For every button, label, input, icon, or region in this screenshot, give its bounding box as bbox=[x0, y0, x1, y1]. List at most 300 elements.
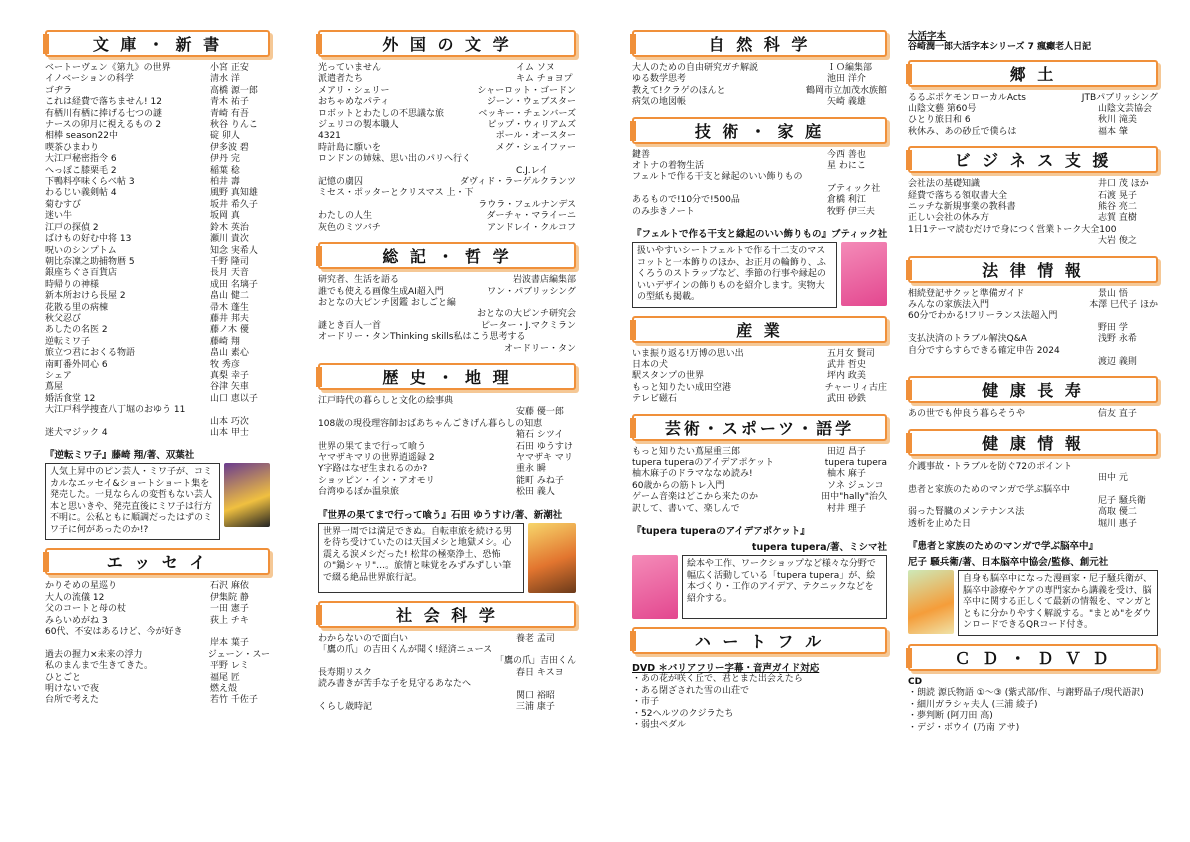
book-author bbox=[210, 627, 270, 638]
book-title: 時帰りの神様 bbox=[45, 279, 100, 290]
list-item bbox=[45, 337, 270, 348]
book-title: 迷い牛 bbox=[45, 211, 73, 222]
book-title: 江戸時代の暮らしと文化の絵事典 bbox=[318, 395, 454, 406]
book-author bbox=[516, 396, 576, 407]
list-item bbox=[45, 348, 270, 359]
book-title: 教えて!クラゲのほんと bbox=[632, 85, 726, 96]
list-item bbox=[45, 650, 270, 661]
list-item bbox=[632, 458, 887, 469]
book-author: 田中 元 bbox=[1098, 473, 1128, 484]
book-author bbox=[210, 405, 270, 416]
book-author: 長月 天音 bbox=[210, 268, 249, 279]
book-title: 日本の犬 bbox=[632, 359, 669, 370]
book-title bbox=[318, 407, 512, 418]
book-title: わたしの人生 bbox=[318, 211, 373, 222]
book-title: 研究者、生活を語る bbox=[318, 275, 400, 286]
book-title: ヤマザキマリの世界逍遥録 2 bbox=[318, 452, 435, 463]
book-author: 石沢 麻依 bbox=[210, 581, 249, 592]
book-author: 坪内 政美 bbox=[827, 371, 866, 382]
feature-description: 扱いやすいシートフェルトで作る十二支のマスコットと一本飾りのほか、お正月の輪飾り、ふくろうのストラップなど、季節の行事や縁起のいいデザインの飾りものを紹介します。実物大の型紙も掲載。 bbox=[632, 242, 837, 308]
list-item bbox=[632, 447, 887, 458]
book-title: かりそめの星巡り bbox=[45, 581, 118, 592]
book-title: 台湾ゆるぽか温泉旅 bbox=[318, 487, 400, 498]
feature-block bbox=[632, 242, 887, 308]
book-title: ロボットとわたしの不思議な旅 bbox=[318, 108, 445, 119]
list-item bbox=[318, 287, 576, 298]
list-item bbox=[908, 93, 1158, 104]
list-item bbox=[908, 357, 1158, 368]
book-title: ベートーヴェン《第九》の世界 bbox=[45, 63, 171, 73]
book-author: 松田 義人 bbox=[516, 487, 555, 498]
book-author bbox=[516, 154, 576, 165]
list-item bbox=[318, 430, 576, 441]
book-title: 60分でわかる!フリーランス法超入門 bbox=[908, 311, 1058, 322]
list-item bbox=[45, 303, 270, 314]
book-title: 経費で落ちる領収書大全 bbox=[908, 190, 1008, 201]
book-title: 花散る里の病棟 bbox=[45, 302, 109, 313]
section-heading-cd-dvd: Ｃ Ｄ ・ Ｄ Ｖ Ｄ bbox=[908, 644, 1158, 671]
feature-block bbox=[318, 523, 576, 593]
book-title: 誰でも使える画像生成AI超入門 bbox=[318, 286, 444, 297]
book-title bbox=[45, 638, 206, 649]
book-author: 帚木 蓬生 bbox=[210, 302, 249, 313]
book-title: オトナの着物生活 bbox=[632, 161, 705, 172]
list-item bbox=[45, 314, 270, 325]
book-title: 4321 bbox=[318, 131, 341, 142]
book-list-technology-home bbox=[632, 150, 887, 218]
book-author: 池田 洋介 bbox=[827, 74, 866, 85]
book-author: 岩波書店編集部 bbox=[512, 275, 576, 286]
list-item bbox=[318, 298, 576, 309]
section-heading-general-philosophy: 総 記 ・ 哲 学 bbox=[318, 242, 576, 269]
book-author: キム チョヨプ bbox=[516, 74, 573, 85]
book-author: 熊谷 亮二 bbox=[1098, 201, 1137, 212]
book-title: おちゃめなパティ bbox=[318, 97, 390, 108]
list-item bbox=[908, 104, 1158, 115]
book-title: 「鷹の爪」の吉田くんが聞く!経済ニュース bbox=[318, 645, 493, 655]
book-author: tupera tupera bbox=[824, 458, 887, 468]
book-title: もっと知りたい成田空港 bbox=[632, 382, 732, 393]
book-author: 大岩 俊之 bbox=[1098, 236, 1137, 247]
list-item bbox=[908, 409, 1158, 420]
book-title: 患者と家族のためのマンガで学ぶ脳卒中 bbox=[908, 484, 1071, 495]
book-title: おとなの大ピンチ図鑑 おしごと編 bbox=[318, 297, 456, 308]
book-list-arts-sports-language bbox=[632, 447, 887, 515]
book-title: ニッチな新規事業の教科書 bbox=[908, 201, 1016, 212]
section-heading-foreign-literature: 外 国 の 文 学 bbox=[318, 30, 576, 57]
column-1 bbox=[45, 30, 270, 715]
book-author: 福尾 匠 bbox=[210, 672, 240, 683]
section-heading-law: 法 律 情 報 bbox=[908, 256, 1158, 283]
book-title: 菊むすび bbox=[45, 199, 82, 210]
list-item: ・弱虫ペダル bbox=[632, 720, 687, 731]
book-title: 南町番外同心 6 bbox=[45, 359, 108, 370]
list-item bbox=[318, 691, 576, 702]
book-title: くらし歳時記 bbox=[318, 702, 373, 713]
book-list-general-philosophy bbox=[318, 275, 576, 355]
book-title: 過去の握力×未来の浮力 bbox=[45, 649, 143, 660]
book-author: 青崎 有吾 bbox=[210, 108, 249, 119]
book-title: シェア bbox=[45, 370, 72, 381]
book-author: 能町 みね子 bbox=[516, 475, 564, 486]
list-item bbox=[318, 407, 576, 418]
book-list-health bbox=[908, 462, 1158, 530]
book-author: 青木 祐子 bbox=[210, 97, 249, 108]
large-print-title: 大活字本 bbox=[908, 31, 947, 42]
book-author bbox=[1098, 462, 1158, 473]
book-list-industry bbox=[632, 349, 887, 406]
book-author: 今西 善也 bbox=[827, 149, 866, 160]
book-author: 武田 砂鉄 bbox=[827, 394, 866, 405]
book-author: 田中"hally"治久 bbox=[821, 492, 887, 503]
book-author bbox=[827, 172, 887, 183]
book-title: 透析を止めた日 bbox=[908, 518, 972, 529]
dvd-title: DVD ＊バリアフリー字幕・音声ガイド対応 bbox=[632, 663, 820, 675]
book-author: 箱石 シツイ bbox=[516, 430, 564, 441]
book-title: 銀座ちぐさ百貨店 bbox=[45, 268, 118, 279]
list-item bbox=[45, 234, 270, 245]
book-author: ダヴィド・ラーゲルクランツ bbox=[459, 177, 576, 188]
book-author: 浅野 永希 bbox=[1098, 334, 1137, 345]
book-author: 谷津 矢車 bbox=[210, 382, 249, 393]
book-title: 灰色のミツバチ bbox=[318, 222, 381, 233]
book-author: 平野 レミ bbox=[210, 661, 249, 672]
book-author: 坂井 希久子 bbox=[210, 199, 258, 210]
book-title: 光っていません bbox=[318, 63, 382, 73]
list-item bbox=[318, 309, 576, 320]
book-author: 渡辺 義則 bbox=[1098, 357, 1137, 367]
list-item bbox=[45, 371, 270, 382]
book-author: オードリー・タン bbox=[503, 343, 576, 354]
book-author: 藤崎 翔 bbox=[210, 336, 240, 347]
book-title: あしたの名医 2 bbox=[45, 325, 108, 336]
list-item bbox=[632, 371, 887, 382]
book-title: わからないので面白い bbox=[318, 633, 409, 644]
list-item bbox=[632, 184, 887, 195]
list-item bbox=[45, 661, 270, 672]
book-title: 派遣者たち bbox=[318, 74, 364, 85]
book-title: ゲーム音楽はどこから来たのか bbox=[632, 492, 759, 503]
list-item: ・デジ・ボウイ (乃南 アサ) bbox=[908, 722, 1020, 733]
book-title: ナースの卯月に視えるもの 2 bbox=[45, 120, 162, 131]
feature-block bbox=[632, 555, 887, 619]
list-item bbox=[908, 115, 1158, 126]
list-item bbox=[632, 492, 887, 503]
book-title: いま振り返る!万博の思い出 bbox=[632, 348, 744, 359]
book-title: 呪いのシンプトム bbox=[45, 245, 117, 256]
book-author: ソネ ジュンコ bbox=[827, 480, 884, 491]
book-title bbox=[318, 656, 491, 667]
book-author: 知念 実希人 bbox=[210, 245, 258, 256]
list-item bbox=[318, 97, 576, 108]
book-author: 伊集院 静 bbox=[210, 592, 249, 603]
book-author: 瀬川 貴次 bbox=[210, 234, 249, 245]
feature-caption-publisher: tupera tupera/著、ミシマ社 bbox=[751, 542, 887, 554]
list-item bbox=[45, 188, 270, 199]
column-3 bbox=[632, 30, 887, 732]
book-author: 稲葉 稔 bbox=[210, 165, 240, 176]
book-title: ゴヂラ bbox=[45, 85, 73, 96]
book-title bbox=[908, 357, 1094, 368]
list-item bbox=[45, 131, 270, 142]
book-author: 石渡 晃子 bbox=[1098, 190, 1137, 201]
book-title: ショッピン・イン・アオモリ bbox=[318, 475, 435, 486]
book-author: 秋川 滝美 bbox=[1098, 115, 1137, 126]
book-author: 堀川 惠子 bbox=[1098, 518, 1137, 529]
book-title bbox=[318, 344, 500, 355]
list-item bbox=[318, 74, 576, 85]
list-item bbox=[908, 127, 1158, 138]
book-title: ひとり旅日和 6 bbox=[908, 115, 971, 126]
list-item bbox=[45, 616, 270, 627]
book-title bbox=[318, 430, 512, 441]
book-title: ゆる数学思考 bbox=[632, 74, 687, 85]
section-heading-essay: エ ッ セ イ bbox=[45, 548, 270, 575]
list-item bbox=[318, 442, 576, 453]
book-author: 鶴岡市立加茂水族館 bbox=[805, 85, 887, 96]
list-item bbox=[908, 473, 1158, 484]
list-item bbox=[318, 86, 576, 97]
book-title bbox=[318, 691, 512, 702]
book-author: ピーター・J.マクミラン bbox=[480, 320, 576, 331]
list-item bbox=[45, 673, 270, 684]
list-item bbox=[632, 360, 887, 371]
book-author: 星 わにこ bbox=[827, 161, 866, 172]
book-author: 伊多波 碧 bbox=[210, 142, 249, 153]
book-title bbox=[908, 323, 1094, 334]
book-author bbox=[1098, 485, 1158, 496]
section-heading-industry: 産 業 bbox=[632, 316, 887, 343]
book-title: 時計島に願いを bbox=[318, 142, 382, 153]
feature-caption-publisher: 尼子 騒兵衛/著、日本脳卒中協会/監修、創元社 bbox=[908, 557, 1109, 569]
book-author: 岸本 葉子 bbox=[210, 638, 249, 649]
book-title: るるぶポケモンローカルActs bbox=[908, 92, 1026, 103]
book-author: 「鷹の爪」吉田くん bbox=[494, 656, 576, 667]
book-author: 武井 哲史 bbox=[827, 359, 866, 370]
book-title: 正しい会社の休み方 bbox=[908, 213, 990, 224]
book-title bbox=[908, 496, 1094, 507]
list-item bbox=[45, 166, 270, 177]
section-heading-technology-home: 技 術 ・ 家 庭 bbox=[632, 117, 887, 144]
book-list-natural-science bbox=[632, 63, 887, 109]
feature-caption: 『世界の果てまで行って喰う』石田 ゆうすけ/著、新潮社 bbox=[318, 509, 563, 521]
book-author: 田辺 昌子 bbox=[827, 446, 866, 457]
list-item bbox=[318, 200, 576, 211]
feature-block bbox=[45, 463, 270, 540]
list-item bbox=[632, 349, 887, 360]
list-item bbox=[908, 179, 1158, 190]
book-title: 謎とき百人一首 bbox=[318, 320, 382, 331]
book-author bbox=[516, 298, 576, 309]
book-author: ベッキー・チェンバーズ bbox=[478, 108, 576, 119]
list-item bbox=[318, 166, 576, 177]
list-item bbox=[908, 289, 1158, 300]
book-title: 迷犬マジック 4 bbox=[45, 428, 108, 438]
list-item bbox=[45, 143, 270, 154]
book-title: 父のコートと母の杖 bbox=[45, 604, 127, 615]
book-author: チャーリィ古庄 bbox=[824, 382, 887, 393]
section-heading-business: ビ ジ ネ ス 支 援 bbox=[908, 146, 1158, 173]
book-title: 会社法の基礎知識 bbox=[908, 179, 981, 190]
list-item bbox=[632, 97, 887, 108]
book-title: あるもので!10分で!500品 bbox=[632, 195, 740, 206]
list-item bbox=[45, 604, 270, 615]
list-item bbox=[45, 120, 270, 131]
book-cover-image bbox=[528, 523, 576, 593]
list-item bbox=[632, 161, 887, 172]
book-cover-image bbox=[908, 570, 954, 634]
book-list-business bbox=[908, 179, 1158, 247]
book-author: 鈴木 英治 bbox=[210, 222, 249, 233]
list-item bbox=[632, 207, 887, 218]
book-author: 尼子 騒兵衛 bbox=[1098, 496, 1146, 507]
list-item bbox=[632, 74, 887, 85]
book-author: 牧 秀彦 bbox=[210, 359, 240, 370]
book-author: 牧野 伊三夫 bbox=[827, 206, 875, 217]
list-item bbox=[908, 225, 1158, 236]
list-item bbox=[45, 257, 270, 268]
list-item bbox=[318, 275, 576, 286]
book-title: 大江戸秘密指令 6 bbox=[45, 154, 117, 165]
book-author: 坂岡 真 bbox=[210, 211, 240, 222]
section-heading-natural-science: 自 然 科 学 bbox=[632, 30, 887, 57]
list-item: ・夢判断 (阿刀田 高) bbox=[908, 711, 993, 722]
list-item bbox=[632, 481, 887, 492]
book-title: Y字路はなぜ生まれるのか? bbox=[318, 464, 428, 475]
list-item bbox=[632, 383, 887, 394]
list-item bbox=[45, 268, 270, 279]
list-item bbox=[318, 143, 576, 154]
book-list-law bbox=[908, 289, 1158, 369]
book-author: 志賀 直樹 bbox=[1098, 213, 1137, 224]
book-author: 倉橋 利江 bbox=[827, 195, 866, 206]
list-item bbox=[318, 177, 576, 188]
list-item bbox=[45, 684, 270, 695]
book-title: 新本所おけら長屋 2 bbox=[45, 291, 126, 302]
list-item bbox=[45, 638, 270, 649]
book-author bbox=[516, 188, 576, 199]
list-item bbox=[908, 334, 1158, 345]
book-author: 柏井 壽 bbox=[210, 177, 240, 188]
book-author: シャーロット・ゴードン bbox=[477, 85, 576, 96]
book-author: 村井 理子 bbox=[827, 503, 866, 514]
book-list-social-science bbox=[318, 634, 576, 714]
list-item bbox=[45, 394, 270, 405]
feature-caption: 『tupera tuperaのアイデアポケット』 bbox=[632, 526, 810, 538]
book-title bbox=[318, 200, 474, 211]
list-item bbox=[45, 177, 270, 188]
list-item bbox=[318, 702, 576, 713]
book-author: C.J.レイ bbox=[516, 165, 549, 176]
list-item: ・ある閉ざされた雪の山荘で bbox=[632, 685, 750, 696]
book-author: ワン・パブリッシング bbox=[487, 286, 576, 297]
book-author: 若竹 千佐子 bbox=[210, 695, 258, 706]
book-title: 駅スタンプの世界 bbox=[632, 371, 705, 382]
list-item bbox=[45, 593, 270, 604]
book-author: おとなの大ピンチ研究会 bbox=[476, 309, 576, 320]
list-item bbox=[45, 109, 270, 120]
book-title: tupera tuperaのアイデアポケット bbox=[632, 458, 774, 468]
book-author bbox=[516, 645, 576, 656]
list-item bbox=[908, 202, 1158, 213]
book-title: みんなの家族法入門 bbox=[908, 299, 990, 310]
list-item bbox=[45, 200, 270, 211]
column-4 bbox=[908, 28, 1158, 734]
list-item bbox=[318, 109, 576, 120]
book-author: 風野 真知雄 bbox=[210, 188, 258, 199]
list-item bbox=[318, 668, 576, 679]
section-heading-local: 郷 土 bbox=[908, 60, 1158, 87]
book-title: 台所で考えた bbox=[45, 695, 100, 706]
book-title: 1日1テーマ読むだけで身につく営業トーク大全100 bbox=[908, 224, 1117, 235]
feature-caption: 『逆転ミワ子』藤崎 翔/著、双葉社 bbox=[45, 450, 195, 462]
book-cover-image bbox=[632, 555, 678, 619]
feature-block bbox=[908, 570, 1158, 636]
book-title: 長寿期リスク bbox=[318, 667, 372, 678]
book-title: 大人のための自由研究ガチ解説 bbox=[632, 63, 759, 73]
large-print-line: 谷崎潤一郎大活字本シリーズ 7 瘋癲老人日記 bbox=[908, 42, 1092, 52]
list-item bbox=[632, 86, 887, 97]
book-author: 本澤 巳代子 ほか bbox=[1089, 299, 1158, 310]
book-author: ポール・オースター bbox=[495, 131, 576, 142]
book-author: 安藤 優一郎 bbox=[516, 407, 564, 418]
book-author: 春日 キスヨ bbox=[516, 667, 564, 678]
book-author: 関口 裕昭 bbox=[516, 690, 555, 701]
book-author bbox=[1098, 346, 1158, 357]
book-title: ひとごと bbox=[45, 672, 82, 683]
book-title: メアリ・シェリー bbox=[318, 85, 390, 96]
book-author: 三浦 康子 bbox=[516, 702, 555, 713]
list-item bbox=[632, 394, 887, 405]
dvd-list bbox=[632, 674, 887, 732]
list-item: ・52ヘルツのクジラたち bbox=[632, 708, 734, 719]
book-author bbox=[530, 332, 590, 343]
book-title: 秋休み、あの砂丘で僕らは bbox=[908, 126, 1017, 137]
list-item: ・朗読 源氏物語 ①～③ (紫式部/作、与謝野晶子/現代語訳) bbox=[908, 688, 1144, 699]
book-author bbox=[516, 679, 576, 690]
book-author: ブティック社 bbox=[827, 183, 881, 194]
book-title: 自分ですらすらできる確定申告 2024 bbox=[908, 345, 1060, 356]
book-author: 燃え殻 bbox=[210, 684, 238, 695]
book-title: 秋父忍び bbox=[45, 313, 82, 324]
book-author: 石田 ゆうすけ bbox=[516, 441, 573, 452]
book-title: 有栖川有栖に捧げる七つの謎 bbox=[45, 108, 163, 119]
book-title: 蔦屋 bbox=[45, 382, 64, 393]
section-heading-social-science: 社 会 科 学 bbox=[318, 601, 576, 628]
book-title: へっぽこ膝栗毛 2 bbox=[45, 165, 117, 176]
book-author: アンドレイ・クルコフ bbox=[487, 222, 576, 233]
book-title: 鍵善 bbox=[632, 149, 651, 160]
book-list-longevity bbox=[908, 409, 1158, 420]
book-title: 108歳の現役理容師おばあちゃんごきげん暮らしの知恵 bbox=[318, 418, 543, 429]
book-title: 読み書きが苦手な子を見守るあなたへ bbox=[318, 679, 472, 690]
book-author: ジーン・ウェブスター bbox=[486, 97, 576, 108]
book-author: ＩＯ編集部 bbox=[827, 63, 873, 73]
book-author: 成田 名璃子 bbox=[210, 279, 258, 290]
list-item bbox=[632, 504, 887, 515]
list-item bbox=[318, 321, 576, 332]
book-author: 養老 孟司 bbox=[516, 633, 555, 644]
book-title: 旅立つ君におくる物語 bbox=[45, 348, 136, 359]
book-author: JTBパブリッシング bbox=[1081, 92, 1158, 103]
list-item bbox=[318, 453, 576, 464]
book-list-bunko bbox=[45, 63, 270, 439]
list-item bbox=[45, 428, 270, 439]
list-item bbox=[318, 645, 576, 656]
list-item bbox=[45, 382, 270, 393]
list-item bbox=[318, 154, 576, 165]
book-title: 柚木麻子のドラマななめ読み! bbox=[632, 469, 753, 480]
